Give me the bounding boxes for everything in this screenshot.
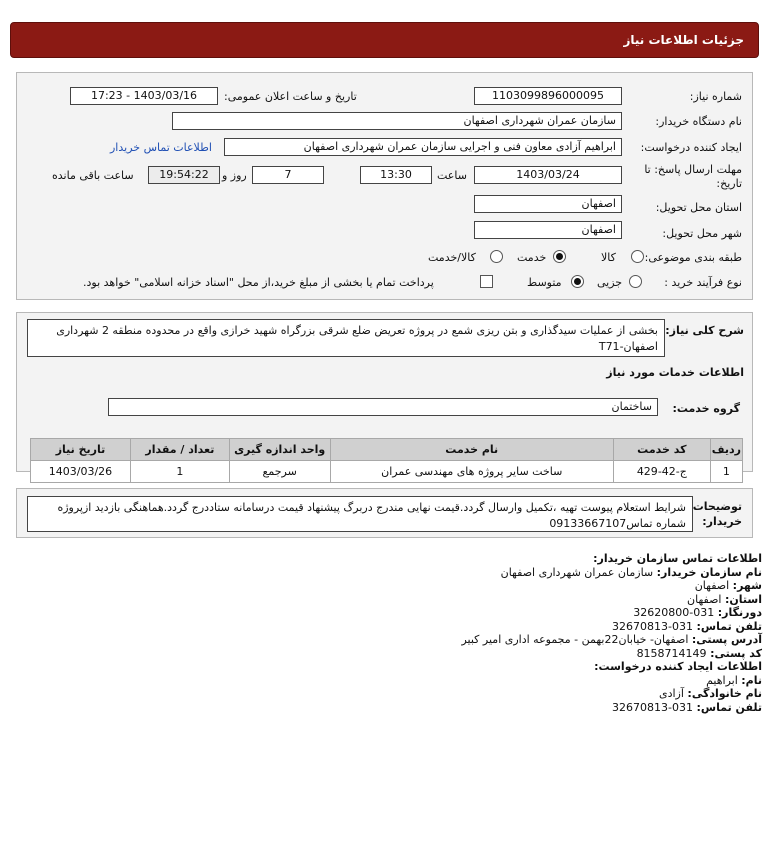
announce-label: تاریخ و ساعت اعلان عمومی: xyxy=(224,90,357,103)
creator-name: نام: ابراهیم xyxy=(706,673,762,687)
days-label: روز و xyxy=(222,169,247,182)
table-header-row xyxy=(31,439,743,461)
need-number-label: شماره نیاز: xyxy=(689,90,742,103)
services-table xyxy=(30,438,743,483)
treasury-payment-checkbox[interactable] xyxy=(480,275,493,288)
days-field: 7 xyxy=(252,166,324,184)
cell-service-code: ج-42-429 xyxy=(613,461,710,483)
buyer-notes-label-2: خریدار: xyxy=(702,515,742,528)
cell-row-number: 1 xyxy=(710,461,742,483)
need-number-field: 1103099896000095 xyxy=(474,87,622,105)
deadline-time-field: 13:30 xyxy=(360,166,432,184)
contact-address: آدرس پستی: اصفهان- خیابان22بهمن - مجموعه اداری امیر کبیر xyxy=(461,633,762,646)
buyer-contact-link[interactable]: اطلاعات تماس خریدار xyxy=(110,141,212,154)
process-medium-label: متوسط xyxy=(527,276,562,289)
city-field: اصفهان xyxy=(474,221,622,239)
contact-city: شهر: اصفهان xyxy=(694,579,762,592)
province-field: اصفهان xyxy=(474,195,622,213)
creator-field: ابراهیم آزادی معاون فنی و اجرایی سازمان عمران شهرداری اصفهان xyxy=(224,138,622,156)
description-text: بخشی از عملیات سیدگذاری و بتن ریزی شمع در پروژه تعریض ضلع شرقی بزرگراه شهید خرازی واقع در محدوده منطقه 2 شهرداری اصفهان-T71 xyxy=(27,319,665,357)
category-service-label: خدمت xyxy=(517,251,547,264)
process-label: نوع فرآیند خرید : xyxy=(664,276,742,289)
category-goods-label: کالا xyxy=(601,251,616,264)
buyer-org-field: سازمان عمران شهرداری اصفهان xyxy=(172,112,622,130)
contact-title: اطلاعات تماس سازمان خریدار: xyxy=(593,552,762,565)
remaining-time-field: 19:54:22 xyxy=(148,166,220,184)
page-header xyxy=(10,22,759,58)
cell-quantity: 1 xyxy=(130,461,229,483)
col-service-code: کد خدمت xyxy=(613,439,710,461)
details-panel xyxy=(16,72,753,300)
services-section-title: اطلاعات خدمات مورد نیاز xyxy=(606,366,744,379)
service-group-label: گروه خدمت: xyxy=(672,402,740,415)
process-minor-label: جزیی xyxy=(597,276,623,289)
deadline-date-field: 1403/03/24 xyxy=(474,166,622,184)
creator-label: ایجاد کننده درخواست: xyxy=(640,141,742,154)
col-quantity: تعداد / مقدار xyxy=(130,439,229,461)
creator-family: نام خانوادگی: آزادی xyxy=(658,687,762,700)
deadline-label: مهلت ارسال پاسخ: تا xyxy=(644,163,742,176)
description-label: شرح کلی نیاز: xyxy=(665,324,744,337)
cell-service-name: ساخت سایر پروژه های مهندسی عمران xyxy=(330,461,613,483)
col-service-name: نام خدمت xyxy=(330,439,613,461)
creator-phone: تلفن تماس: 031-32670813 xyxy=(612,700,762,714)
province-label: استان محل تحویل: xyxy=(655,201,742,214)
buyer-org-label: نام دستگاه خریدار: xyxy=(655,115,742,128)
col-need-date: تاریخ نیاز xyxy=(31,439,131,461)
contact-postal: کد پستی: 8158714149 xyxy=(636,646,762,660)
contact-phone: تلفن تماس: 031-32670813 xyxy=(612,619,762,633)
cell-unit: سرجمع xyxy=(229,461,330,483)
table-row xyxy=(31,461,743,483)
page-title: جزئیات اطلاعات نیاز xyxy=(623,33,744,47)
contact-province: استان: اصفهان xyxy=(687,592,762,606)
city-label: شهر محل تحویل: xyxy=(662,227,742,240)
cell-need-date: 1403/03/26 xyxy=(31,461,131,483)
buyer-notes-label-1: توضیحات xyxy=(692,500,742,513)
process-minor-radio[interactable] xyxy=(629,275,642,288)
category-label: طبقه بندی موضوعی: xyxy=(644,251,742,264)
category-goods-radio[interactable] xyxy=(631,250,644,263)
deadline-label-date: تاریخ: xyxy=(716,177,742,190)
contact-org: نام سازمان خریدار: سازمان عمران شهرداری اصفهان xyxy=(500,565,762,579)
remaining-label: ساعت باقی مانده xyxy=(52,169,134,182)
category-service-radio[interactable] xyxy=(553,250,566,263)
service-group-field: ساختمان xyxy=(108,398,658,416)
creator-title: اطلاعات ایجاد کننده درخواست: xyxy=(594,660,762,673)
category-goods-service-radio[interactable] xyxy=(490,250,503,263)
process-medium-radio[interactable] xyxy=(571,275,584,288)
col-unit: واحد اندازه گیری xyxy=(229,439,330,461)
announce-field: 1403/03/16 - 17:23 xyxy=(70,87,218,105)
contact-info xyxy=(22,552,762,714)
category-goods-service-label: کالا/خدمت xyxy=(428,251,476,264)
contact-fax: دورنگار: 031-32620800 xyxy=(633,606,762,619)
deadline-time-label: ساعت xyxy=(437,169,467,182)
treasury-payment-text: پرداخت تمام یا بخشی از مبلغ خرید،از محل "اسناد خزانه اسلامی" خواهد بود. xyxy=(83,276,434,289)
col-row-number: ردیف xyxy=(710,439,742,461)
buyer-notes-text: شرایط استعلام پیوست تهیه ،تکمیل وارسال گردد.قیمت نهایی مندرج دربرگ پیشنهاد قیمت درسامانه ستاددرج گردد.هماهنگی بازدید ازپروژه شماره تماس09133667107 xyxy=(27,496,693,532)
